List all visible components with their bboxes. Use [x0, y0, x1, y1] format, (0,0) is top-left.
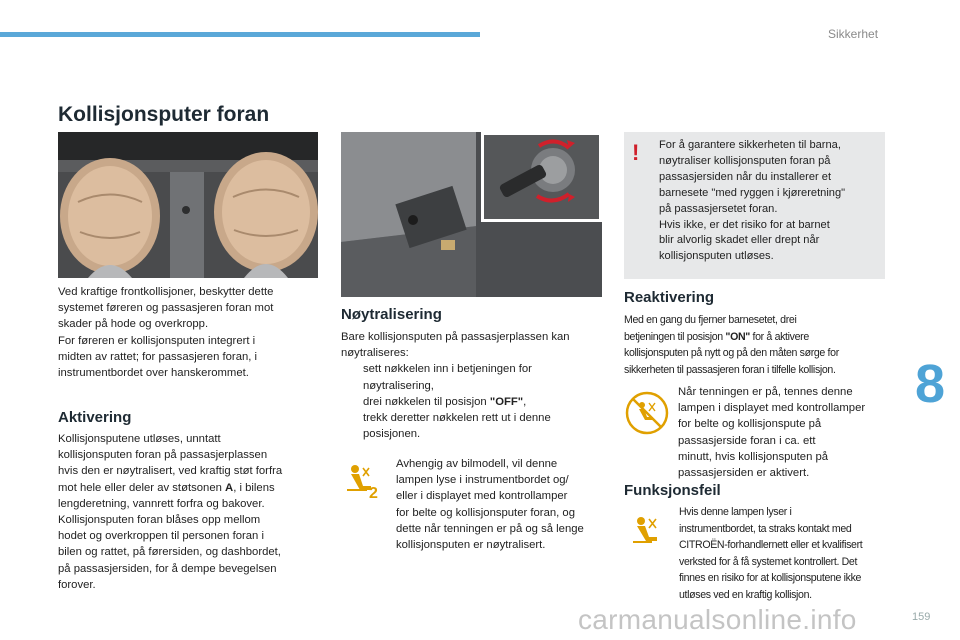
funksjonsfeil-line: verksted for å få systemet kontrollert. Det: [679, 555, 858, 568]
funksjonsfeil-line: utløses ved en kraftig kollisjon.: [679, 588, 812, 601]
airbag-fault-warning-lamp-icon: [632, 515, 666, 552]
reaktivering-line: kollisjonsputen på nytt og på den måten sørge for: [624, 347, 839, 360]
aktivering-line: hodet og overkroppen til personen foran i: [58, 530, 264, 543]
note-line: for belte og kollisjonspute på: [678, 418, 822, 431]
note-line: kollisjonsputen er nøytralisert.: [396, 539, 546, 552]
watermark: carmanualsonline.info: [578, 604, 857, 635]
funksjonsfeil-line: Hvis denne lampen lyser i: [679, 506, 792, 518]
chapter-number: 8: [914, 354, 946, 414]
reaktivering-note: [678, 384, 890, 481]
aktivering-line-text: mot hele eller deler av støtsonen: [58, 481, 226, 494]
reaktivering-line-suffix: for å aktivere: [749, 330, 809, 343]
aktivering-line: Kollisjonsputen foran blåses opp mellom: [58, 514, 261, 527]
airbags-photo: [58, 132, 318, 278]
aktivering-line: hvis den er nøytralisert, ved kraftig støt forfra: [58, 465, 283, 478]
reaktivering-line-text: betjeningen til posisjon: [624, 330, 726, 343]
step-remove-key: [341, 410, 603, 442]
noytralisering-intro-line: Bare kollisjonsputen på passasjerplassen kan: [341, 331, 570, 343]
warning-line: Hvis ikke, er det risiko for at barnet: [659, 218, 830, 231]
reaktivering-heading: Reaktivering: [624, 289, 715, 306]
intro-paragraph: [58, 284, 320, 381]
reaktivering-line: [624, 329, 889, 346]
aktivering-line: kollisjonsputen foran på passasjerplassen: [58, 449, 268, 462]
warning-line: passasjersiden når du installerer et: [659, 170, 832, 183]
step-line: posisjonen.: [363, 428, 421, 441]
funksjonsfeil-line: finnes en risiko for at kollisjonsputene ikke: [679, 572, 862, 585]
note-line: dette når tenningen er på og så lenge: [396, 522, 584, 535]
airbag-off-warning-lamp-icon: [345, 462, 385, 505]
note-line: Når tenningen er på, tennes denne: [678, 386, 853, 398]
note-line: Avhengig av bilmodell, vil denne: [396, 458, 558, 470]
note-line: passasjersiden er aktivert.: [678, 467, 810, 480]
page-title: Kollisjonsputer foran: [58, 103, 270, 126]
intro-line: skader på hode og overkropp.: [58, 318, 209, 331]
note-line: eller i displayet med kontrollamper: [396, 490, 568, 503]
reaktivering-paragraph: [624, 312, 889, 378]
header-accent-bar: [0, 32, 480, 37]
intro-line: Ved kraftige frontkollisjoner, beskytter dette: [58, 286, 274, 298]
aktivering-line: forover.: [58, 578, 96, 591]
key-switch-illustration: [341, 132, 602, 297]
airbags-illustration: [58, 132, 318, 278]
warning-line: på passasjersetet foran.: [659, 202, 778, 215]
aktivering-line: lengderetning, vannrett forfra og bakover.: [58, 497, 265, 510]
warning-line: kollisjonsputen utløses.: [659, 250, 774, 263]
impact-zone-letter: A: [225, 481, 234, 494]
funksjonsfeil-line: CITROËN-forhandlernett eller et kvalifisert: [679, 539, 863, 552]
noytralisering-paragraph: [341, 329, 603, 442]
step-text: drei nøkkelen til posisjon: [363, 395, 490, 408]
noytralisering-intro-line: nøytraliseres:: [341, 347, 409, 360]
warning-line: For å garantere sikkerheten til barna,: [659, 139, 841, 151]
step-line: [363, 394, 603, 410]
reaktivering-line: Med en gang du fjerner barnesetet, drei: [624, 314, 797, 326]
note-line: for belte og kollisjonsputer foran, og: [396, 506, 575, 519]
reaktivering-line: sikkerheten til passasjeren foran i tilfelle kollisjon.: [624, 363, 836, 376]
airbag-on-indicator-icon: [625, 391, 669, 440]
funksjonsfeil-heading: Funksjonsfeil: [624, 482, 721, 499]
step-line: nøytralisering,: [363, 379, 434, 392]
noytralisering-note: [396, 456, 606, 553]
funksjonsfeil-paragraph: [679, 504, 891, 604]
aktivering-line: [58, 480, 320, 496]
note-line: lampen i displayet med kontrollamper: [678, 402, 866, 415]
noytralisering-heading: Nøytralisering: [341, 306, 442, 323]
dashboard-key-switch-photo: [341, 132, 602, 297]
note-line: passasjerside foran i ca. ett: [678, 434, 816, 447]
warning-line: barnesete "med ryggen i kjøreretning": [659, 186, 846, 199]
step-suffix: ,: [523, 395, 527, 408]
intro-line: midten av rattet; for passasjeren foran, i: [58, 350, 258, 363]
warning-text: [659, 138, 881, 265]
intro-line: instrumentbordet over hanskerommet.: [58, 367, 249, 380]
aktivering-line-suffix: , i bilens: [233, 481, 275, 494]
intro-line: systemet føreren og passasjeren foran mot: [58, 302, 274, 315]
step-line: trekk deretter nøkkelen rett ut i denne: [363, 412, 551, 425]
note-line: lampen lyse i instrumentbordet og/: [396, 474, 569, 487]
exclamation-warning-icon: !: [632, 140, 640, 165]
aktivering-heading: Aktivering: [58, 409, 132, 426]
aktivering-line: på passasjersiden, for å dempe bevegelsen: [58, 562, 277, 575]
svg-text:2: 2: [369, 485, 378, 500]
intro-line: For føreren er kollisjonsputen integrert i: [58, 334, 256, 347]
aktivering-paragraph: [58, 431, 320, 593]
off-position-label: "OFF": [489, 395, 524, 408]
on-position-label: "ON": [725, 330, 750, 343]
step-line: sett nøkkelen inn i betjeningen for: [363, 363, 532, 376]
page-number: 159: [912, 611, 931, 623]
section-title: Sikkerhet: [828, 27, 879, 41]
warning-line: nøytraliser kollisjonsputen foran på: [659, 154, 831, 167]
aktivering-line: bilen og rattet, på førersiden, og dashbordet,: [58, 546, 281, 559]
step-turn-key: [341, 394, 603, 410]
step-insert-key: [341, 361, 603, 393]
funksjonsfeil-line: instrumentbordet, ta straks kontakt med: [679, 522, 852, 535]
note-line: minutt, hvis kollisjonsputen på: [678, 450, 829, 463]
aktivering-line: Kollisjonsputene utløses, unntatt: [58, 433, 221, 445]
warning-line: blir alvorlig skadet eller drept når: [659, 234, 820, 247]
